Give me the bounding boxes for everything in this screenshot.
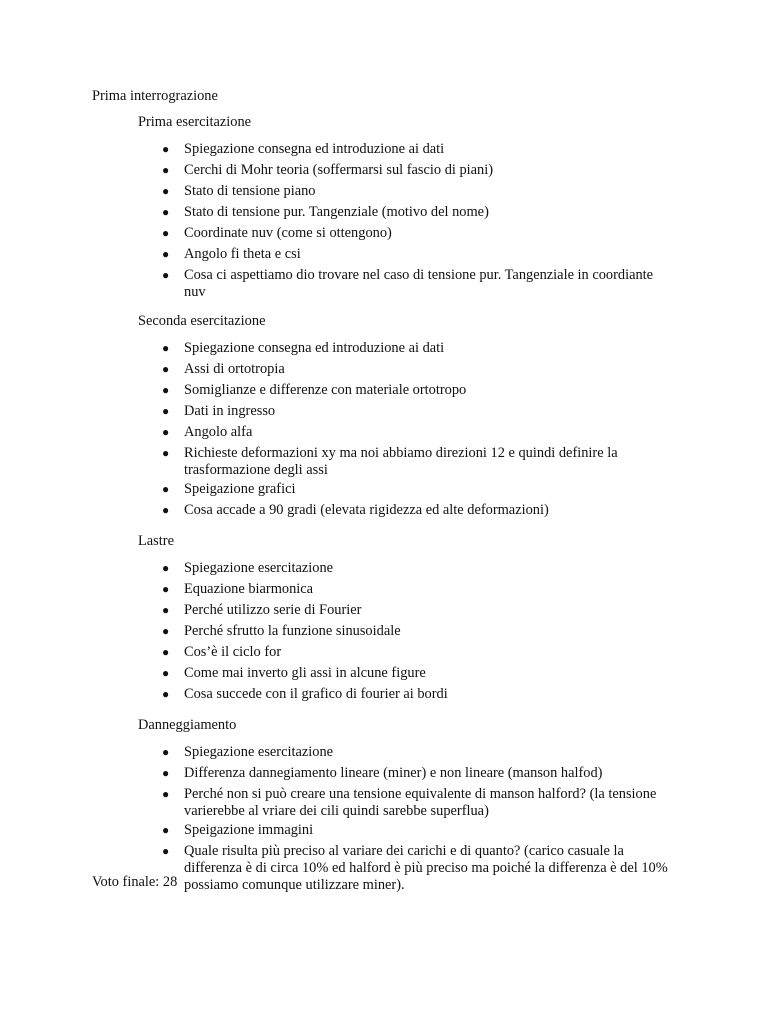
list-item	[0, 560, 676, 581]
list-item	[0, 183, 676, 204]
list-item-text: Spiegazione consegna ed introduzione ai dati	[184, 340, 445, 356]
list-item-text: Come mai inverto gli assi in alcune figure	[184, 665, 426, 681]
list-item-text: Spiegazione consegna ed introduzione ai dati	[184, 141, 445, 157]
bullet-list	[0, 340, 768, 523]
list-item	[0, 502, 676, 523]
list-item	[0, 267, 676, 303]
bullet-icon: ●	[162, 205, 170, 219]
section-heading: Danneggiamento	[138, 717, 237, 733]
list-item-text: Angolo fi theta e csi	[184, 246, 301, 262]
list-item-text: Cosa succede con il grafico di fourier ai bordi	[184, 686, 448, 702]
list-item	[0, 361, 676, 382]
final-grade: Voto finale: 28	[92, 874, 178, 890]
bullet-icon: ●	[162, 823, 170, 837]
bullet-icon: ●	[162, 582, 170, 596]
section	[0, 532, 768, 707]
bullet-icon: ●	[162, 404, 170, 418]
list-item-text: Speigazione immagini	[184, 822, 314, 838]
list-item-text: Cos’è il ciclo for	[184, 644, 282, 660]
list-item	[0, 340, 676, 361]
list-item	[0, 686, 676, 707]
list-item-text: Speigazione grafici	[184, 481, 296, 497]
list-item	[0, 644, 676, 665]
sections-container	[0, 113, 768, 905]
list-item	[0, 765, 676, 786]
list-item-text: Cerchi di Mohr teoria (soffermarsi sul fascio di piani)	[184, 162, 494, 178]
bullet-icon: ●	[162, 425, 170, 439]
list-item	[0, 382, 676, 403]
list-item-text: Richieste deformazioni xy ma noi abbiamo direzioni 12 e quindi definire la trasformazione degli assi	[184, 445, 618, 478]
bullet-icon: ●	[162, 645, 170, 659]
list-item	[0, 403, 676, 424]
list-item	[0, 204, 676, 225]
bullet-icon: ●	[162, 624, 170, 638]
list-item-text: Perché non si può creare una tensione equivalente di manson halford? (la tensione varierebbe al vriare dei cili quindi sarebbe superflua)	[184, 786, 657, 819]
bullet-icon: ●	[162, 362, 170, 376]
bullet-icon: ●	[162, 603, 170, 617]
bullet-icon: ●	[162, 844, 170, 858]
bullet-icon: ●	[162, 787, 170, 801]
list-item-text: Spiegazione esercitazione	[184, 744, 334, 760]
list-item-text: Equazione biarmonica	[184, 581, 314, 597]
list-item-text: Somiglianze e differenze con materiale ortotropo	[184, 382, 467, 398]
list-item-text: Perché sfrutto la funzione sinusoidale	[184, 623, 401, 639]
bullet-icon: ●	[162, 561, 170, 575]
list-item	[0, 665, 676, 686]
list-item	[0, 786, 676, 822]
bullet-icon: ●	[162, 247, 170, 261]
bullet-list	[0, 560, 768, 707]
document-title: Prima interrograzione	[92, 88, 218, 104]
bullet-icon: ●	[162, 446, 170, 460]
list-item	[0, 623, 676, 644]
section	[0, 716, 768, 896]
bullet-icon: ●	[162, 503, 170, 517]
bullet-icon: ●	[162, 341, 170, 355]
bullet-icon: ●	[162, 687, 170, 701]
list-item-text: Differenza dannegiamento lineare (miner) e non lineare (manson halfod)	[184, 765, 603, 781]
section-heading: Lastre	[138, 533, 174, 549]
list-item-text: Dati in ingresso	[184, 403, 276, 419]
list-item-text: Spiegazione esercitazione	[184, 560, 334, 576]
section	[0, 113, 768, 303]
bullet-list	[0, 141, 768, 303]
bullet-icon: ●	[162, 482, 170, 496]
section-heading: Prima esercitazione	[138, 114, 252, 130]
list-item	[0, 445, 676, 481]
list-item-text: Stato di tensione piano	[184, 183, 316, 199]
bullet-icon: ●	[162, 142, 170, 156]
list-item-text: Cosa ci aspettiamo dio trovare nel caso di tensione pur. Tangenziale in coordiante nuv	[184, 267, 654, 300]
section-heading: Seconda esercitazione	[138, 313, 266, 329]
bullet-icon: ●	[162, 745, 170, 759]
list-item	[0, 225, 676, 246]
list-item-text: Quale risulta più preciso al variare dei carichi e di quanto? (carico casuale la differenza è di circa 10% ed halford è più preciso ma poiché la differenza è del 10% possiamo comunque utilizzare miner).	[184, 843, 668, 893]
list-item-text: Stato di tensione pur. Tangenziale (motivo del nome)	[184, 204, 489, 220]
bullet-icon: ●	[162, 184, 170, 198]
bullet-icon: ●	[162, 666, 170, 680]
list-item-text: Coordinate nuv (come si ottengono)	[184, 225, 392, 241]
list-item	[0, 424, 676, 445]
list-item	[0, 141, 676, 162]
list-item	[0, 602, 676, 623]
list-item-text: Perché utilizzo serie di Fourier	[184, 602, 362, 618]
bullet-icon: ●	[162, 226, 170, 240]
list-item	[0, 481, 676, 502]
bullet-icon: ●	[162, 163, 170, 177]
list-item-text: Cosa accade a 90 gradi (elevata rigidezza ed alte deformazioni)	[184, 502, 549, 518]
list-item-text: Angolo alfa	[184, 424, 253, 440]
section	[0, 312, 768, 523]
bullet-icon: ●	[162, 766, 170, 780]
list-item-text: Assi di ortotropia	[184, 361, 285, 377]
list-item	[0, 581, 676, 602]
list-item	[0, 822, 676, 843]
bullet-icon: ●	[162, 383, 170, 397]
list-item	[0, 162, 676, 183]
list-item	[0, 246, 676, 267]
bullet-icon: ●	[162, 268, 170, 282]
list-item	[0, 744, 676, 765]
